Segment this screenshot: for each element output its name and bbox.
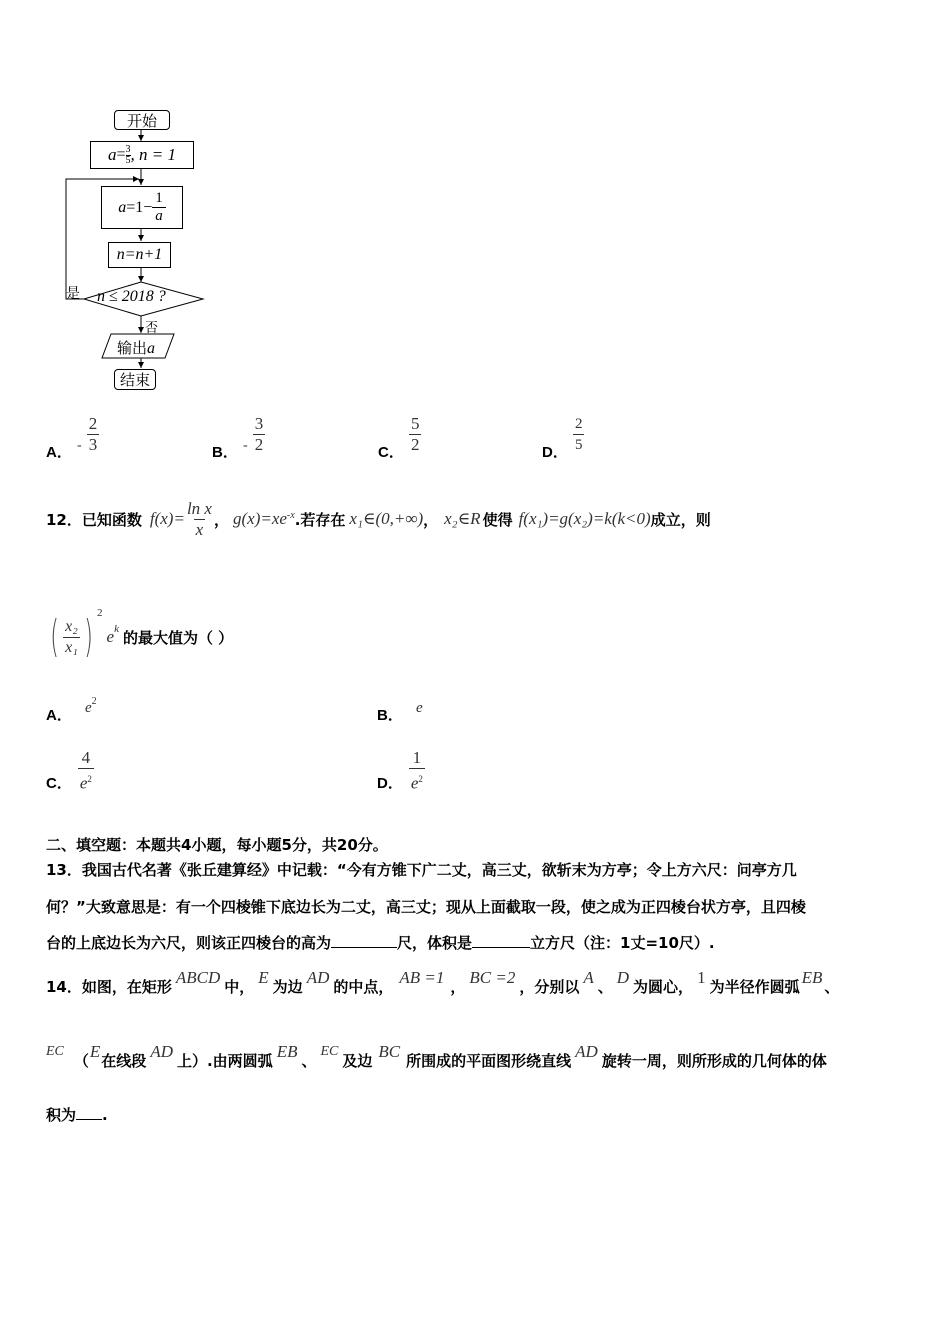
math-ad2: AD <box>150 1042 173 1061</box>
decision-label: n ≤ 2018 ? <box>97 288 166 305</box>
init-node <box>90 141 194 169</box>
q14-blank-volume[interactable] <box>76 1119 102 1120</box>
q12-text4: 的最大值为（ ） <box>122 628 234 647</box>
math-ab: AB =1 <box>399 968 445 987</box>
step1-num: 1 <box>155 190 163 206</box>
option-label: D． <box>377 775 403 793</box>
q14-line3: 积为 . <box>46 1106 108 1124</box>
section-heading: 二、填空题：本题共4小题，每小题5分，共20分。 <box>46 836 388 854</box>
option-label: C． <box>46 775 72 793</box>
math-ad: AD <box>306 968 330 987</box>
q12-number: 12．已知函数 <box>46 510 142 529</box>
q12-x1-domain: x₁∈(0,+∞) <box>349 509 424 528</box>
math-ad3: AD <box>575 1042 598 1061</box>
q12-expression-line <box>46 606 233 668</box>
q13-line3 <box>46 932 715 953</box>
step1-den: a <box>152 207 166 225</box>
q11-option-d <box>542 414 584 461</box>
output-label <box>117 337 155 358</box>
option-sup: 2 <box>91 696 97 707</box>
q13-text-b: 尺，体积是 <box>397 934 473 952</box>
q13-text-a: 台的上底边长为六尺，则该正四棱台的高为 <box>46 934 332 952</box>
q12-option-d <box>377 748 425 794</box>
yes-label: 是 <box>66 286 80 302</box>
step2-label: n=n+1 <box>116 246 163 263</box>
option-fraction: $\frac{4}{e^2}$ <box>79 748 92 793</box>
q11-option-b <box>212 414 265 461</box>
option-fraction: $\frac{1}{e^2}$ <box>410 748 423 793</box>
no-label: 否 <box>145 321 159 336</box>
math-e2: E <box>89 1042 101 1061</box>
math-d: D <box>616 968 630 987</box>
init-frac-den: 5 <box>125 154 131 166</box>
math-e: E <box>258 968 269 987</box>
init-frac-num: 3 <box>125 143 131 155</box>
math-ec2: EC <box>320 1044 339 1059</box>
math-eb: EB <box>801 968 823 987</box>
q14-line1: 14．如图，在矩形 ABCD 中， E 为边 AD 的中点， AB =1 ， BC =2 ，分别以 A 、 D 为圆心， 1 为半径作圆弧 EB 、 <box>46 968 840 996</box>
init-n: , n = 1 <box>130 145 176 164</box>
math-1: 1 <box>697 968 706 987</box>
q12-expr-power: 2 <box>97 607 103 619</box>
start-node <box>114 110 170 130</box>
q13-text-c: 立方尺（注：1丈=10尺）. <box>530 934 715 952</box>
q12-f-def: f(x)= <box>149 509 185 528</box>
q12-text3: 成立，则 <box>650 510 711 529</box>
math-bc: BC =2 <box>469 968 516 987</box>
start-label: 开始 <box>126 111 157 130</box>
math-a: A <box>583 968 594 987</box>
output-var: a <box>147 340 156 357</box>
step1-mid: =1− <box>126 198 153 216</box>
q12-stem-line <box>46 494 711 544</box>
option-sign: - <box>242 438 248 453</box>
init-var-a: a <box>107 145 117 164</box>
option-fraction: $\frac{5}{2}$ <box>410 414 420 454</box>
q13-line1: 13．我国古代名著《张丘建算经》中记载：“今有方锥下广二丈，高三丈，欲斩末为方亭；令上方六尺：问亭方几 <box>46 861 797 879</box>
q12-comma2: ， <box>423 510 439 529</box>
left-paren: ( <box>50 611 59 662</box>
q12-comma: ， <box>213 510 229 529</box>
math-eb2: EB <box>276 1042 298 1061</box>
q13-line2: 何？”大致意思是：有一个四棱锥下底边长为二丈，高三丈；现从上面截取一段，使之成为正四棱台状方亭，且四棱 <box>46 898 806 916</box>
q12-option-a <box>46 696 97 724</box>
q12-x2-domain: x₂∈R <box>444 509 481 528</box>
option-label: D． <box>542 444 568 461</box>
q11-option-a <box>46 414 99 461</box>
option-label: C． <box>378 444 404 461</box>
step1-node <box>101 186 183 229</box>
q12-text1: .若存在 <box>294 510 346 529</box>
q12-condition: f(x₁)=g(x₂)=k(k<0) <box>518 509 651 528</box>
option-fraction: $\frac{2}{5}$ <box>574 416 583 453</box>
option-label: B． <box>212 444 238 461</box>
q12-expr-fraction: $\frac{\text{x₂}}{\text{x₁}}$ <box>65 617 78 656</box>
option-label: A． <box>46 444 72 461</box>
q12-option-c <box>46 748 94 794</box>
math-bc2: BC <box>378 1042 401 1061</box>
end-label: 结束 <box>119 371 150 389</box>
init-eq: = <box>116 146 126 163</box>
output-prefix: 输出 <box>117 339 148 357</box>
math-ec: EC <box>46 1044 64 1059</box>
q12-expr-k: k <box>114 623 119 635</box>
q13-blank-height[interactable] <box>331 947 397 948</box>
q14-line2: EC （ E 在线段 AD 上）.由两圆弧 EB 、 EC 及边 BC 所围成的平面图形绕直线 AD 旋转一周，则所形成的几何体的体 <box>46 1042 827 1070</box>
right-paren: ) <box>84 611 93 662</box>
option-fraction: $\frac{3}{2}$ <box>254 414 264 454</box>
option-base: e <box>415 700 423 716</box>
q12-f-fraction: $\frac{\text{ln x}}{x}$ <box>186 498 212 539</box>
q12-option-b <box>377 696 423 724</box>
q12-text2: 使得 <box>482 510 513 529</box>
q11-option-c <box>378 414 421 461</box>
option-sign: - <box>76 438 82 453</box>
q12-expr-e: e <box>106 627 115 646</box>
q13-blank-volume[interactable] <box>472 947 530 948</box>
q12-g-def: g(x)=xe <box>232 509 287 528</box>
step2-node <box>108 242 171 268</box>
option-fraction: $\frac{2}{3}$ <box>88 414 98 454</box>
end-node <box>114 369 156 390</box>
step1-fraction <box>152 190 166 225</box>
math-abcd: ABCD <box>175 968 221 987</box>
step1-lhs: a <box>118 198 127 216</box>
option-base: e <box>84 700 92 716</box>
q12-g-exp: -x <box>286 509 295 521</box>
option-label: B． <box>377 707 403 724</box>
option-label: A． <box>46 707 72 724</box>
